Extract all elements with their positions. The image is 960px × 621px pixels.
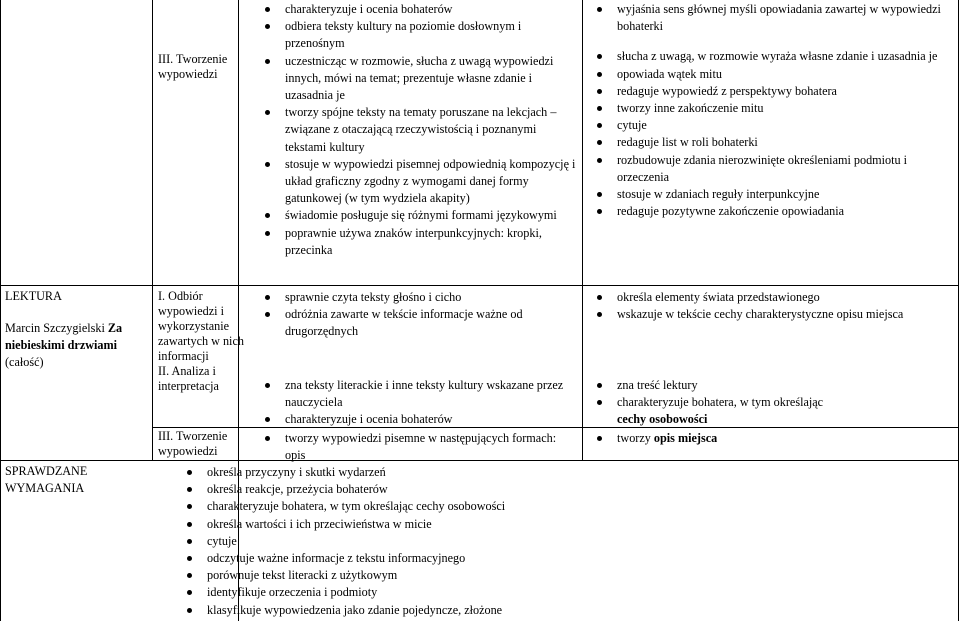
bullet-icon	[597, 123, 602, 128]
list-item: tworzy opis miejsca	[590, 430, 950, 447]
bullet-icon	[265, 312, 270, 317]
stage-labels: I. Odbiór wypowiedzi i wykorzystanie zawartych w nich informacji II. Analiza i interpretacja	[158, 289, 244, 393]
basic-requirements-list	[258, 1, 578, 259]
list-item: opowiada wątek mitu	[590, 66, 950, 83]
lektura-cell	[5, 288, 147, 371]
bullet-icon	[187, 556, 192, 561]
table-border	[0, 285, 959, 286]
lektura-author: Marcin Szczygielski	[5, 321, 105, 335]
bullet-icon	[597, 7, 602, 12]
list-item: słucha z uwagą, w rozmowie wyraża własne zdanie i uzasadnia je	[590, 48, 950, 65]
bullet-icon	[265, 417, 270, 422]
lektura-header: LEKTURA	[5, 289, 62, 303]
list-item: tworzy wypowiedzi pisemne w następujących formach: opis	[258, 430, 578, 464]
bullet-icon	[187, 470, 192, 475]
stage-label: III. Tworzenie wypowiedzi	[158, 52, 228, 81]
list-item: cytuje	[590, 117, 950, 134]
stage-label-3: III. Tworzenie wypowiedzi	[158, 429, 228, 458]
lektura-note: (całość)	[5, 355, 44, 369]
bullet-icon	[265, 162, 270, 167]
bullet-icon	[265, 7, 270, 12]
bullet-icon	[597, 106, 602, 111]
list-item: stosuje w wypowiedzi pisemnej odpowiednią kompozycję i układ graficzny zgodny z wymogami danej formy gatunkowej (w tym wydziela akapity)	[258, 156, 578, 208]
list-item: redaguje list w roli bohaterki	[590, 134, 950, 151]
bullet-icon	[187, 539, 192, 544]
list-item: określa wartości i ich przeciwieństwa w micie	[180, 516, 600, 533]
bullet-icon	[265, 110, 270, 115]
bullet-icon	[597, 312, 602, 317]
bullet-icon	[265, 383, 270, 388]
bullet-icon	[187, 504, 192, 509]
table-border	[0, 0, 1, 621]
basic-requirements-list	[258, 430, 578, 464]
table-border	[958, 0, 959, 621]
extended-requirements-list	[590, 289, 950, 323]
list-item: charakteryzuje bohatera, w tym określając cechy osobowości	[590, 394, 950, 428]
list-item: odróżnia zawarte w tekście informacje ważne od drugorzędnych	[258, 306, 578, 340]
list-item: określa reakcje, przeżycia bohaterów	[180, 481, 600, 498]
basic-requirements-list	[258, 289, 578, 341]
list-item: odczytuje ważne informacje z tekstu informacyjnego	[180, 550, 600, 567]
list-item: określa przyczyny i skutki wydarzeń	[180, 464, 600, 481]
list-item: klasyfikuje wypowiedzenia jako zdanie pojedyncze, złożone	[180, 602, 600, 619]
sprawdzane-cell	[5, 463, 147, 497]
list-item: wskazuje w tekście cechy charakterystyczne opisu miejsca	[590, 306, 950, 323]
table-border	[582, 0, 583, 460]
bullet-icon	[265, 59, 270, 64]
bullet-icon	[597, 209, 602, 214]
bullet-icon	[265, 24, 270, 29]
list-item: zna teksty literackie i inne teksty kultury wskazane przez nauczyciela	[258, 377, 578, 411]
bullet-icon	[187, 573, 192, 578]
list-item: poprawnie używa znaków interpunkcyjnych: kropki, przecinka	[258, 225, 578, 259]
bullet-icon	[597, 140, 602, 145]
list-item: charakteryzuje i ocenia bohaterów	[258, 411, 578, 428]
lektura-title: Za niebieskimi drzwiami	[5, 321, 123, 352]
list-item: świadomie posługuje się różnymi formami językowymi	[258, 207, 578, 224]
table-border	[152, 0, 153, 460]
bullet-icon	[265, 213, 270, 218]
bullet-icon	[597, 400, 602, 405]
list-item: redaguje wypowiedź z perspektywy bohatera	[590, 83, 950, 100]
bullet-icon	[597, 436, 602, 441]
bullet-icon	[265, 436, 270, 441]
bullet-icon	[597, 383, 602, 388]
list-item: identyfikuje orzeczenia i podmioty	[180, 584, 600, 601]
bullet-icon	[597, 192, 602, 197]
bullet-icon	[187, 590, 192, 595]
bullet-icon	[597, 295, 602, 300]
list-item: uczestnicząc w rozmowie, słucha z uwagą wypowiedzi innych, mówi na temat; prezentuje własne zdanie i uzasadnia je	[258, 53, 578, 105]
list-item: zna treść lektury	[590, 377, 950, 394]
list-item: tworzy inne zakończenie mitu	[590, 100, 950, 117]
list-item: wyjaśnia sens głównej myśli opowiadania zawartej w wypowiedzi bohaterki	[590, 1, 950, 35]
list-item: stosuje w zdaniach reguły interpunkcyjne	[590, 186, 950, 203]
list-item: sprawnie czyta teksty głośno i cicho	[258, 289, 578, 306]
extended-requirements-list	[590, 1, 950, 220]
list-item: porównuje tekst literacki z użytkowym	[180, 567, 600, 584]
basic-requirements-list	[258, 377, 578, 429]
list-item: odbiera teksty kultury na poziomie dosłownym i przenośnym	[258, 18, 578, 52]
list-item: charakteryzuje i ocenia bohaterów	[258, 1, 578, 18]
list-item: cytuje	[180, 533, 600, 550]
list-item: charakteryzuje bohatera, w tym określając cechy osobowości	[180, 498, 600, 515]
bullet-icon	[597, 158, 602, 163]
extended-requirements-list	[590, 377, 950, 429]
list-item: redaguje pozytywne zakończenie opowiadania	[590, 203, 950, 220]
extended-requirements-list	[590, 430, 950, 447]
bullet-icon	[597, 89, 602, 94]
bullet-icon	[265, 231, 270, 236]
checked-requirements-list	[180, 464, 600, 619]
list-item: określa elementy świata przedstawionego	[590, 289, 950, 306]
bullet-icon	[597, 54, 602, 59]
list-item: tworzy spójne teksty na tematy poruszane na lekcjach – związane z otaczającą rzeczywistością i poznanymi tekstami kultury	[258, 104, 578, 156]
bullet-icon	[187, 608, 192, 613]
bullet-icon	[187, 522, 192, 527]
bullet-icon	[187, 487, 192, 492]
bullet-icon	[597, 72, 602, 77]
bullet-icon	[265, 295, 270, 300]
sprawdzane-header: SPRAWDZANE WYMAGANIA	[5, 464, 88, 495]
list-item: rozbudowuje zdania nierozwinięte określeniami podmiotu i orzeczenia	[590, 152, 950, 186]
